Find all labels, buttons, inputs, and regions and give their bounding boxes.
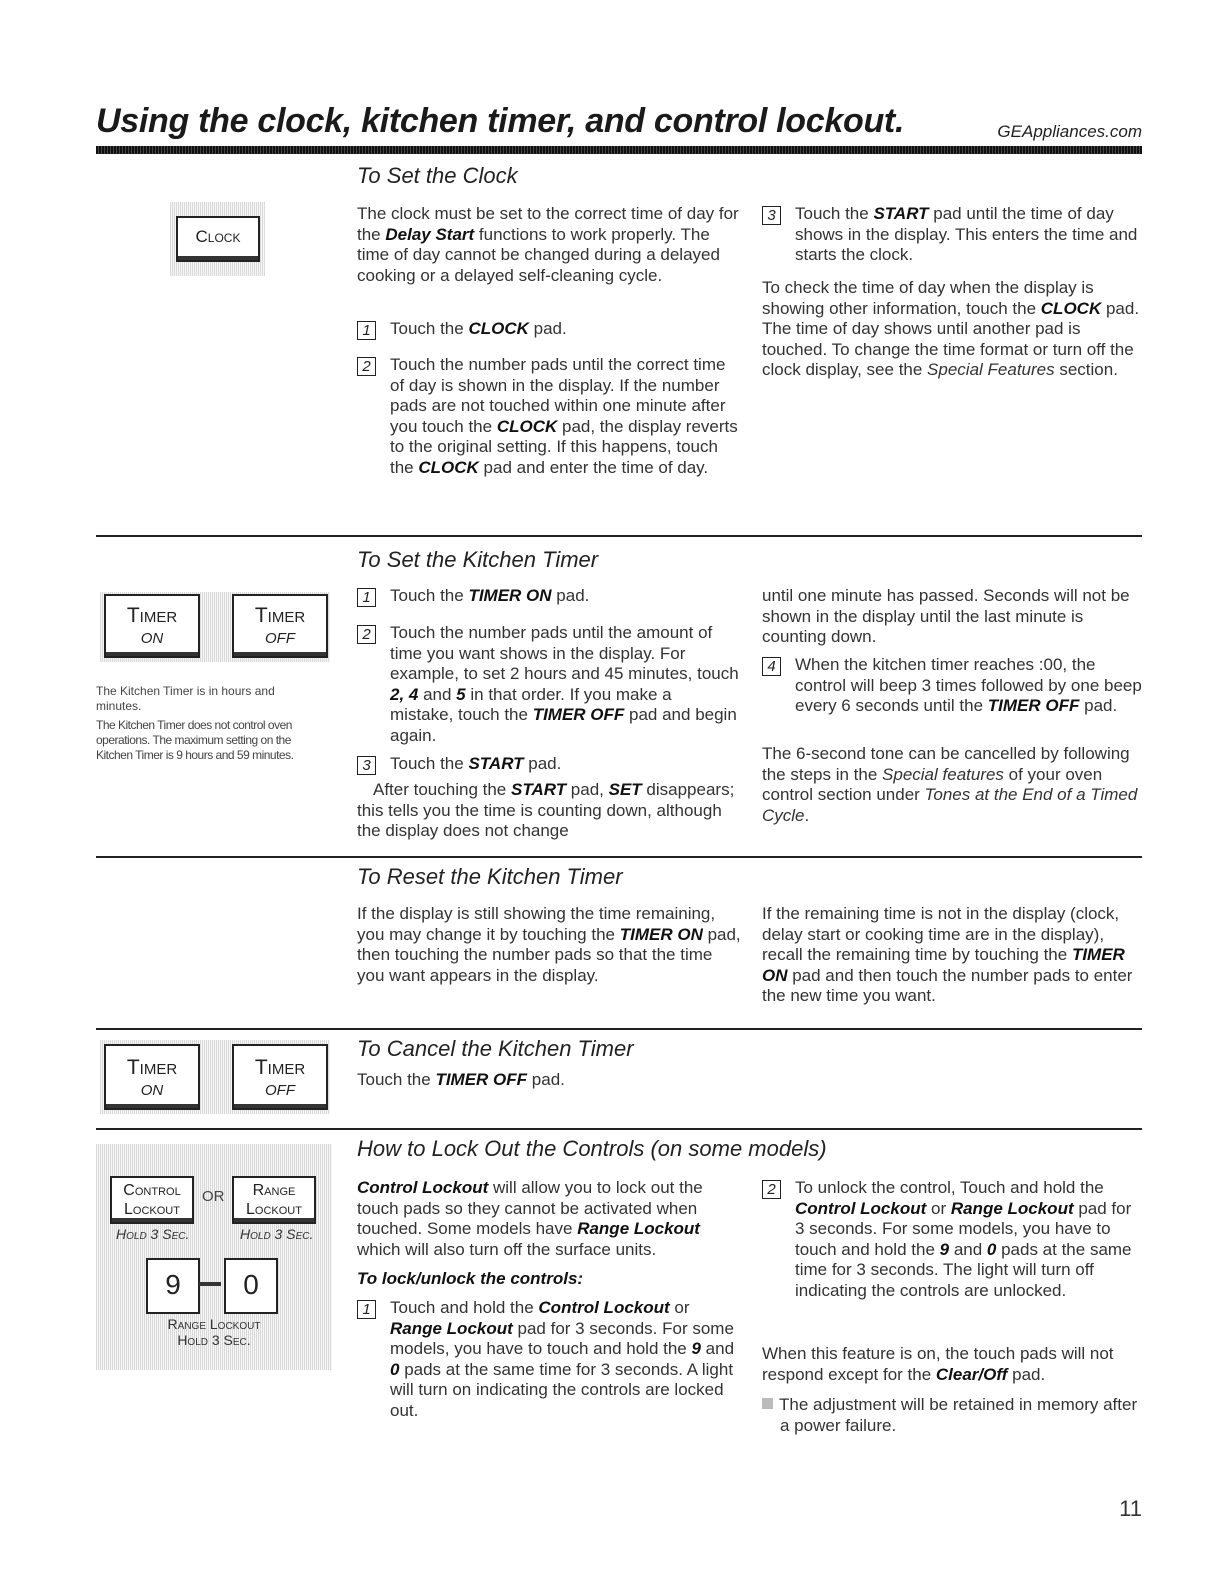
clock-check-paragraph: To check the time of day when the display is showing other information, touch the CLOCK pad. The time of day shows until another pad is touched. To change the time format or turn off the clock display, see the Special Features section. [762, 278, 1140, 380]
step-number-4: 4 [762, 657, 781, 676]
timer-on-pad: Timer ON [104, 594, 200, 658]
reset-right-paragraph: If the remaining time is not in the display (clock, delay start or cooking time are in the display), recall the remaining time by touching the TIMER ON pad and then touch the number pads to enter the new time you want. [762, 904, 1133, 1006]
lockout-subheading: To lock/unlock the controls: [357, 1269, 584, 1288]
lockout-heading: How to Lock Out the Controls (on some models) [357, 1136, 827, 1161]
step-number-3: 3 [357, 756, 376, 775]
set-timer-heading: To Set the Kitchen Timer [357, 547, 599, 572]
or-label: OR [202, 1188, 225, 1205]
timer-note-units: The Kitchen Timer is in hours and minutes. [96, 684, 275, 713]
timer-off-pad: Timer OFF [232, 1044, 328, 1110]
key-0: 0 [224, 1258, 278, 1314]
set-clock-heading: To Set the Clock [357, 163, 518, 188]
divider [96, 1028, 1142, 1030]
page-number: 11 [1119, 1496, 1142, 1521]
timer-step-2: 2 Touch the number pads until the amount of time you want shows in the display. For example, to set 2 hours and 45 minutes, touch 2, 4 and 5 in that order. If you make a mistake, touch the TIMER OFF pad and begin again. [357, 623, 739, 747]
cancel-timer-heading: To Cancel the Kitchen Timer [357, 1036, 634, 1061]
clock-step-3: 3 Touch the START pad until the time of day shows in the display. This enters the time and starts the clock. [762, 204, 1142, 266]
timer-after-start: After touching the START pad, SET disappears; this tells you the time is counting down, although the display does not change [357, 780, 735, 841]
divider [96, 1128, 1142, 1130]
timer-note-limit: The Kitchen Timer does not control oven operations. The maximum setting on the Kitchen Timer is 9 hours and 59 minutes. [96, 718, 294, 762]
timer-pads-illustration [100, 592, 330, 662]
step-number-1: 1 [357, 588, 376, 607]
timer-step-1: 1 Touch the TIMER ON pad. [357, 586, 739, 607]
step-number-2: 2 [357, 357, 376, 376]
timer-tone-paragraph: The 6-second tone can be cancelled by following the steps in the Special features of your oven control section under Tones at the End of a Timed Cycle. [762, 744, 1138, 825]
step-number-1: 1 [357, 321, 376, 340]
clock-step-2: 2 Touch the number pads until the correct time of day is shown in the display. If the number pads are not touched within one minute after you touch the CLOCK pad, the display reverts to the original setting. If this happens, touch the CLOCK pad and enter the time of day. [357, 355, 739, 479]
divider [96, 856, 1142, 858]
reset-timer-heading: To Reset the Kitchen Timer [357, 864, 623, 889]
timer-continued: until one minute has passed. Seconds will not be shown in the display until the last minute is counting down. [762, 586, 1130, 647]
timer-step-4: 4 When the kitchen timer reaches :00, the control will beep 3 times followed by one beep every 6 seconds until the TIMER OFF pad. [762, 655, 1142, 717]
range-lockout-pad: Range Lockout [232, 1176, 316, 1224]
step-number-2: 2 [357, 625, 376, 644]
step-number-3: 3 [762, 206, 781, 225]
reset-left-paragraph: If the display is still showing the time remaining, you may change it by touching the TIMER ON pad, then touching the number pads so that the time you want appears in the display. [357, 904, 741, 985]
timer-off-pad: Timer OFF [232, 594, 328, 658]
clock-pad-label: Clock [195, 227, 241, 246]
lockout-step-1: 1 Touch and hold the Control Lockout or Range Lockout pad for 3 seconds. For some models, you have to touch and hold the 9 and 0 pads at the same time for 3 seconds. A light will turn on indicating the controls are locked out. [357, 1298, 742, 1422]
hold-label: Hold 3 Sec. [116, 1226, 190, 1242]
cancel-timer-pads-illustration [100, 1040, 330, 1114]
lockout-feature-paragraph: When this feature is on, the touch pads will not respond except for the Clear/Off pad. [762, 1344, 1114, 1384]
clock-intro: The clock must be set to the correct time of day for the Delay Start functions to work properly. The time of day cannot be changed during a delayed cooking or a delayed self-cleaning cycle. [357, 204, 739, 285]
divider [96, 535, 1142, 537]
header-rule [96, 146, 1142, 154]
clock-step-1: 1 Touch the CLOCK pad. [357, 319, 739, 340]
bullet-icon [762, 1398, 773, 1409]
lockout-step-2: 2 To unlock the control, Touch and hold the Control Lockout or Range Lockout pad for 3 seconds. For some models, you have to touch and hold the 9 and 0 pads at the same time for 3 seconds. The light will turn off indicating the controls are unlocked. [762, 1178, 1142, 1302]
step-number-2: 2 [762, 1180, 781, 1199]
hold-label: Hold 3 Sec. [240, 1226, 314, 1242]
key-9: 9 [146, 1258, 200, 1314]
page-title: Using the clock, kitchen timer, and control lockout. [96, 102, 905, 140]
clock-pad-illustration [170, 202, 265, 276]
range-lockout-caption: Range Lockout Hold 3 Sec. [167, 1316, 261, 1348]
control-lockout-pad: Control Lockout [110, 1176, 194, 1224]
lockout-intro: Control Lockout will allow you to lock out the touch pads so they cannot be activated when touched. Some models have Range Lockout which will also turn off the surface units. [357, 1178, 703, 1259]
step-number-1: 1 [357, 1300, 376, 1319]
timer-step-3: 3 Touch the START pad. [357, 754, 739, 775]
cancel-timer-text: Touch the TIMER OFF pad. [357, 1070, 565, 1089]
timer-on-pad: Timer ON [104, 1044, 200, 1110]
clock-pad [176, 216, 260, 262]
lockout-pads-illustration [96, 1144, 332, 1370]
lockout-memory-note: The adjustment will be retained in memory after a power failure. [762, 1395, 1150, 1436]
key-connector [199, 1282, 221, 1286]
website-link[interactable]: GEAppliances.com [997, 122, 1142, 141]
